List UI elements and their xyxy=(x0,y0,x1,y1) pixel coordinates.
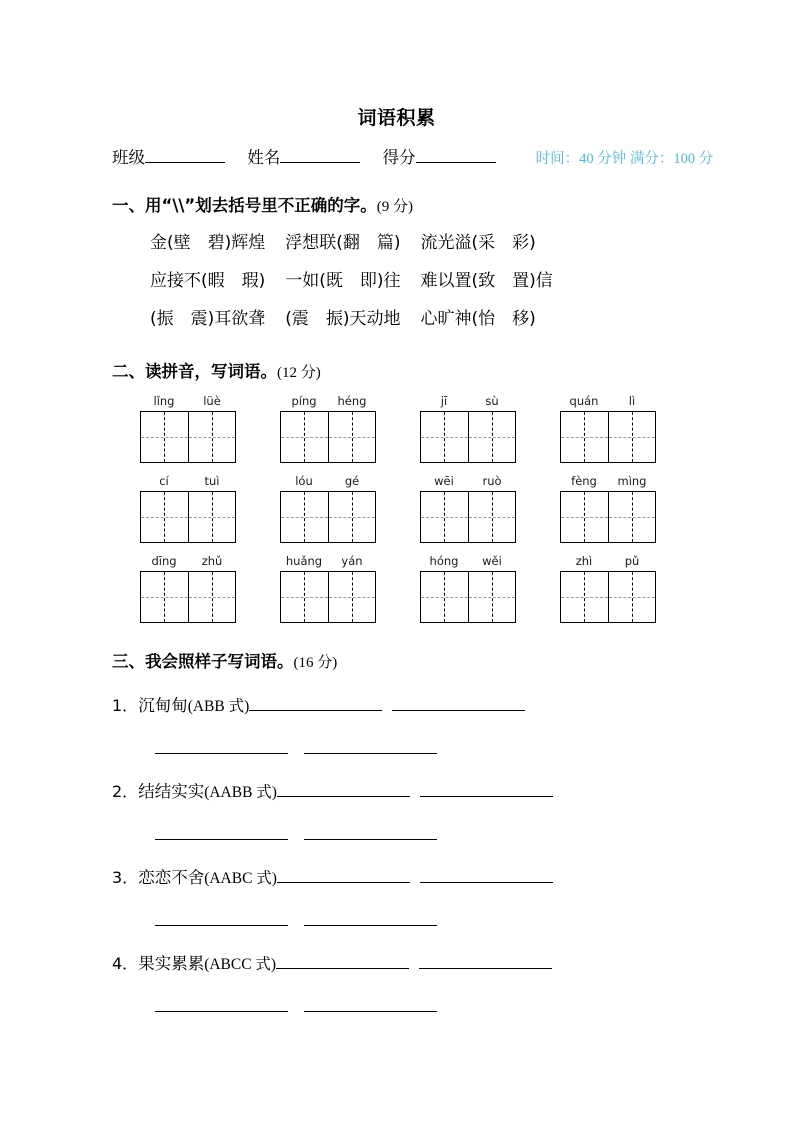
score-label: 得分 xyxy=(382,148,416,167)
tianzige-boxes[interactable] xyxy=(560,411,656,463)
item-example: 恋恋不舍 xyxy=(138,868,205,887)
pinyin-labels xyxy=(560,472,656,490)
pinyin-syllable: zhǔ xyxy=(201,554,223,568)
answer-blank[interactable] xyxy=(155,738,288,754)
item-example: 果实累累 xyxy=(138,954,205,973)
tianzige-cell[interactable] xyxy=(561,492,608,542)
pattern-item xyxy=(112,864,553,888)
name-label: 姓名 xyxy=(247,148,281,167)
pinyin-word-group xyxy=(140,472,236,550)
pinyin-labels xyxy=(140,392,236,410)
score-field xyxy=(383,144,496,168)
item-number: 2． xyxy=(112,782,139,801)
pinyin-syllable: píng xyxy=(291,394,317,408)
pinyin-syllable: huǎng xyxy=(285,554,323,568)
choice-group[interactable]: 浮想联(翻 篇) xyxy=(285,233,401,253)
pinyin-syllable: lüè xyxy=(203,394,221,408)
page-title: 词语积累 xyxy=(357,107,436,129)
section-2-points: (12 分) xyxy=(277,365,321,381)
tianzige-boxes[interactable] xyxy=(140,571,236,623)
tianzige-cell[interactable] xyxy=(561,572,608,622)
name-blank[interactable] xyxy=(280,162,360,163)
pattern-item xyxy=(112,950,552,974)
item-number: 3． xyxy=(112,868,139,887)
pinyin-labels xyxy=(420,392,516,410)
section-2-number: 二、 xyxy=(112,362,145,381)
student-info-line xyxy=(112,144,712,168)
answer-blank[interactable] xyxy=(249,695,382,711)
pinyin-word-group xyxy=(140,552,236,630)
item-example: 沉甸甸 xyxy=(138,696,188,715)
pinyin-syllable: lóu xyxy=(295,474,313,488)
pinyin-labels xyxy=(140,472,236,490)
answer-blank[interactable] xyxy=(155,910,288,926)
pinyin-syllable: zhì xyxy=(575,554,593,568)
tianzige-cell[interactable] xyxy=(281,572,328,622)
pinyin-labels xyxy=(280,472,376,490)
choice-group[interactable]: 心旷神(怡 移) xyxy=(420,309,536,329)
tianzige-boxes[interactable] xyxy=(140,411,236,463)
tianzige-cell[interactable] xyxy=(328,412,376,462)
pinyin-syllable: gé xyxy=(344,474,360,488)
answer-blank[interactable] xyxy=(276,953,409,969)
pinyin-syllable: wěi xyxy=(482,554,502,568)
answer-blank[interactable] xyxy=(419,953,552,969)
pinyin-labels xyxy=(420,552,516,570)
section-2-title: 读拼音，写词语。 xyxy=(145,362,277,381)
section-1-title: 用“\\”划去括号里不正确的字。 xyxy=(145,196,377,215)
item-pattern: (ABCC 式) xyxy=(204,956,277,973)
pinyin-syllable: dīng xyxy=(151,554,177,568)
item-number: 4． xyxy=(112,954,139,973)
exam-meta: 时间：40 分钟 满分：100 分 xyxy=(535,151,714,167)
pinyin-syllable: wēi xyxy=(434,474,454,488)
pinyin-syllable: yán xyxy=(341,554,363,568)
tianzige-boxes[interactable] xyxy=(420,491,516,543)
pattern-item-second-line xyxy=(155,996,437,1017)
section-3-title: 我会照样子写词语。 xyxy=(145,652,294,671)
tianzige-cell[interactable] xyxy=(468,492,516,542)
pinyin-syllable: quán xyxy=(569,394,599,408)
section-1-points: (9 分) xyxy=(376,199,413,215)
section-1-heading xyxy=(112,192,413,216)
section-3-points: (16 分) xyxy=(293,655,338,671)
tianzige-cell[interactable] xyxy=(468,412,516,462)
answer-blank[interactable] xyxy=(420,781,553,797)
pinyin-syllable: mìng xyxy=(617,474,647,488)
pattern-item-second-line xyxy=(155,738,437,759)
tianzige-cell[interactable] xyxy=(188,572,236,622)
pinyin-syllable: lì xyxy=(628,394,636,408)
tianzige-cell[interactable] xyxy=(608,492,656,542)
answer-blank[interactable] xyxy=(277,781,410,797)
tianzige-cell[interactable] xyxy=(421,572,468,622)
answer-blank[interactable] xyxy=(420,867,553,883)
tianzige-cell[interactable] xyxy=(561,412,608,462)
item-example: 结结实实 xyxy=(138,782,205,801)
pinyin-syllable: héng xyxy=(337,394,367,408)
class-field xyxy=(112,144,225,168)
pinyin-labels xyxy=(280,392,376,410)
pinyin-syllable: pǔ xyxy=(624,554,640,568)
pinyin-word-group xyxy=(560,472,656,550)
pinyin-grid-row xyxy=(140,552,660,630)
pinyin-syllable: ruò xyxy=(482,474,502,488)
choice-group[interactable]: 难以置(致 置)信 xyxy=(420,271,553,291)
pinyin-syllable: sù xyxy=(485,394,499,408)
section-1-row xyxy=(150,304,536,329)
tianzige-cell[interactable] xyxy=(608,572,656,622)
tianzige-cell[interactable] xyxy=(188,492,236,542)
section-3-number: 三、 xyxy=(112,652,145,671)
name-field xyxy=(247,144,360,168)
pinyin-word-group xyxy=(420,552,516,630)
tianzige-boxes[interactable] xyxy=(420,571,516,623)
tianzige-cell[interactable] xyxy=(141,492,188,542)
pinyin-word-group xyxy=(560,392,656,470)
tianzige-boxes[interactable] xyxy=(280,571,376,623)
pinyin-labels xyxy=(560,552,656,570)
tianzige-cell[interactable] xyxy=(141,412,188,462)
pinyin-word-group xyxy=(280,552,376,630)
class-label: 班级 xyxy=(112,148,145,167)
answer-blank[interactable] xyxy=(304,738,437,754)
section-1-row xyxy=(150,228,536,253)
pinyin-labels xyxy=(280,552,376,570)
pattern-item-second-line xyxy=(155,910,437,931)
pinyin-labels xyxy=(140,552,236,570)
tianzige-boxes[interactable] xyxy=(420,411,516,463)
answer-blank[interactable] xyxy=(155,996,288,1012)
tianzige-cell[interactable] xyxy=(281,412,328,462)
section-1-number: 一、 xyxy=(112,196,145,215)
tianzige-cell[interactable] xyxy=(328,572,376,622)
pinyin-syllable: cí xyxy=(159,474,169,488)
section-3-heading xyxy=(112,648,337,672)
answer-blank[interactable] xyxy=(392,695,525,711)
section-1-row xyxy=(150,266,553,291)
pinyin-word-group xyxy=(560,552,656,630)
pinyin-word-group xyxy=(280,392,376,470)
pattern-item xyxy=(112,692,525,716)
tianzige-cell[interactable] xyxy=(608,412,656,462)
choice-group[interactable]: (振 震)耳欲聋 xyxy=(150,309,266,329)
tianzige-boxes[interactable] xyxy=(280,491,376,543)
tianzige-cell[interactable] xyxy=(421,492,468,542)
choice-group[interactable]: 应接不(暇 瑕) xyxy=(150,271,266,291)
answer-blank[interactable] xyxy=(155,824,288,840)
pinyin-grid-row xyxy=(140,392,660,470)
pinyin-syllable: tuì xyxy=(204,474,220,488)
pinyin-grid-row xyxy=(140,472,660,550)
pinyin-labels xyxy=(560,392,656,410)
tianzige-cell[interactable] xyxy=(328,492,376,542)
answer-blank[interactable] xyxy=(304,824,437,840)
tianzige-cell[interactable] xyxy=(468,572,516,622)
item-pattern: (AABC 式) xyxy=(204,870,277,887)
choice-group[interactable]: 一如(既 即)往 xyxy=(285,271,401,291)
pinyin-word-group xyxy=(420,472,516,550)
pinyin-syllable: fèng xyxy=(571,474,597,488)
class-blank[interactable] xyxy=(145,162,225,163)
score-blank[interactable] xyxy=(416,162,496,163)
tianzige-cell[interactable] xyxy=(421,412,468,462)
pattern-item xyxy=(112,778,553,802)
item-pattern: (ABB 式) xyxy=(187,698,250,715)
tianzige-cell[interactable] xyxy=(281,492,328,542)
answer-blank[interactable] xyxy=(304,996,437,1012)
pattern-item-second-line xyxy=(155,824,437,845)
pinyin-syllable: lǐng xyxy=(153,394,175,408)
tianzige-boxes[interactable] xyxy=(560,571,656,623)
choice-group[interactable]: 流光溢(采 彩) xyxy=(420,233,536,253)
pinyin-labels xyxy=(420,472,516,490)
choice-group[interactable]: 金(壁 碧)辉煌 xyxy=(150,233,266,253)
item-number: 1． xyxy=(112,696,139,715)
answer-blank[interactable] xyxy=(304,910,437,926)
pinyin-word-group xyxy=(420,392,516,470)
item-pattern: (AABB 式) xyxy=(204,784,277,801)
answer-blank[interactable] xyxy=(277,867,410,883)
tianzige-boxes[interactable] xyxy=(560,491,656,543)
pinyin-syllable: jī xyxy=(440,394,448,408)
pinyin-syllable: hóng xyxy=(429,554,459,568)
tianzige-cell[interactable] xyxy=(188,412,236,462)
pinyin-word-group xyxy=(140,392,236,470)
tianzige-cell[interactable] xyxy=(141,572,188,622)
tianzige-boxes[interactable] xyxy=(280,411,376,463)
section-2-heading xyxy=(112,358,321,382)
pinyin-word-group xyxy=(280,472,376,550)
tianzige-boxes[interactable] xyxy=(140,491,236,543)
choice-group[interactable]: (震 振)天动地 xyxy=(285,309,401,329)
